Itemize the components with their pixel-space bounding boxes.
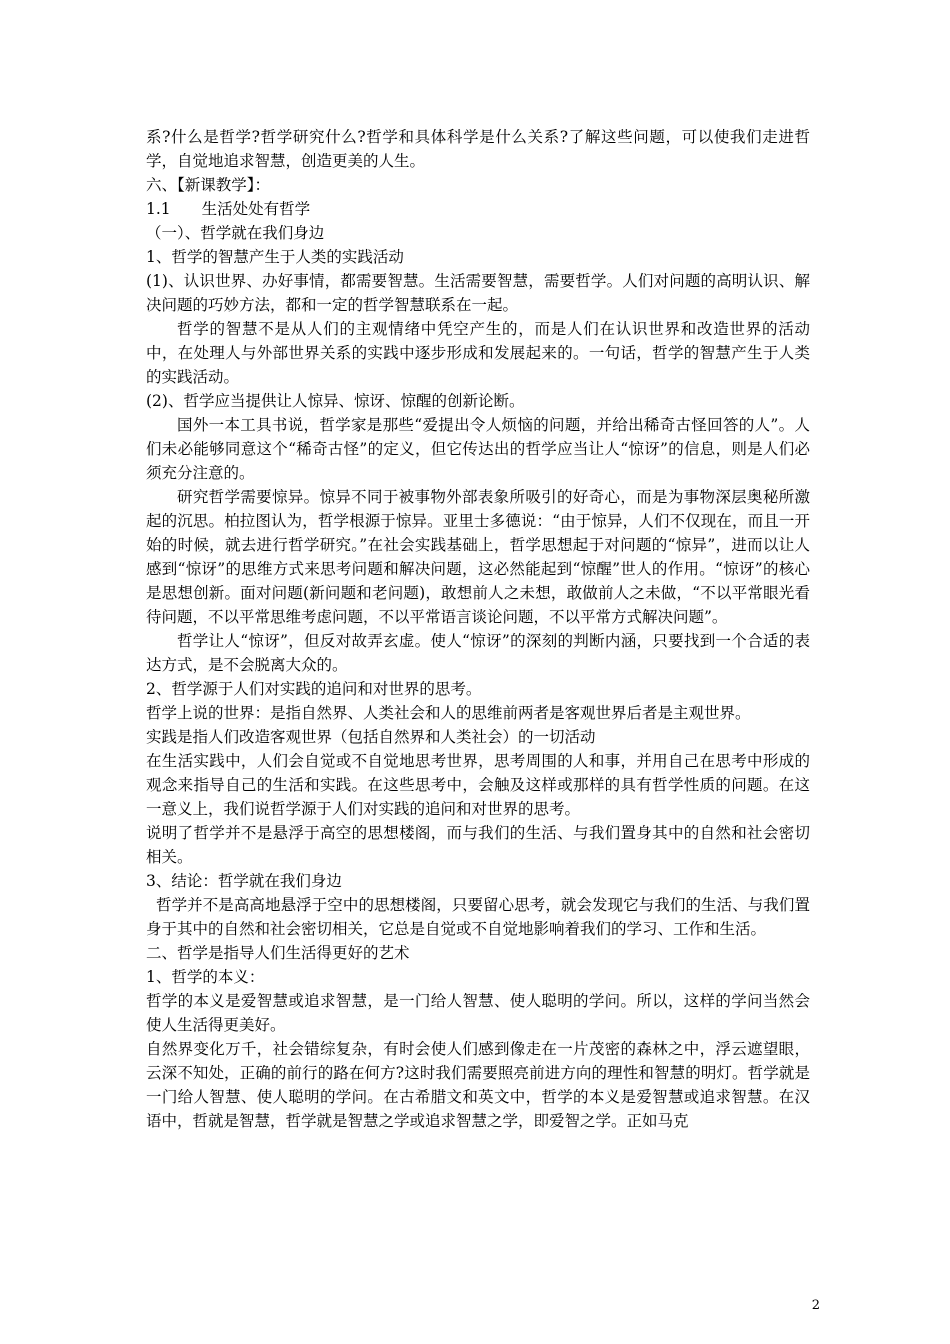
point-heading: 1、哲学的本义：: [146, 968, 265, 986]
paragraph: 系?什么是哲学?哲学研究什么?哲学和具体科学是什么关系?了解这些问题，可以使我们走进哲学，自觉地追求智慧，创造更美的人生。: [146, 128, 810, 170]
subsection-heading: （一）、哲学就在我们身边: [146, 224, 325, 242]
paragraph: 自然界变化万千，社会错综复杂，有时会使人们感到像走在一片茂密的森林之中，浮云遮望眼，云深不知处，正确的前行的路在何方?这时我们需要照亮前进方向的理性和智慧的明灯。哲学就是一门给人智慧、使人聪明的学问。在古希腊文和英文中，哲学的本义是爱智慧或追求智慧。在汉语中，哲就是智慧，哲学就是智慧之学或追求智慧之学，即爱智之学。正如马克: [146, 1040, 810, 1130]
section-heading: 二、哲学是指导人们生活得更好的艺术: [146, 944, 410, 962]
paragraph: 哲学让人“惊讶”，但反对故弄玄虚。使人“惊讶”的深刻的判断内涵，只要找到一个合适的表达方式，是不会脱离大众的。: [146, 632, 810, 674]
point-heading: 3、结论：哲学就在我们身边: [146, 872, 342, 890]
paragraph: 国外一本工具书说，哲学家是那些“爱提出令人烦恼的问题，并给出稀奇古怪回答的人”。人们未必能够同意这个“稀奇古怪”的定义，但它传达出的哲学应当让人“惊讶”的信息，则是人们必须充分注意的。: [146, 416, 810, 482]
paragraph: 哲学的本义是爱智慧或追求智慧，是一门给人智慧、使人聪明的学问。所以，这样的学问当然会使人生活得更美好。: [146, 992, 810, 1034]
paragraph: 在生活实践中，人们会自觉或不自觉地思考世界，思考周围的人和事，并用自己在思考中形成的观念来指导自己的生活和实践。在这些思考中，会触及这样或那样的具有哲学性质的问题。在这一意义上，我们说哲学源于人们对实践的追问和对世界的思考。: [146, 752, 810, 818]
document-body: [146, 125, 810, 1133]
point-heading: 1、哲学的智慧产生于人类的实践活动: [146, 248, 404, 266]
paragraph: 哲学的智慧不是从人们的主观情绪中凭空产生的，而是人们在认识世界和改造世界的活动中，在处理人与外部世界关系的实践中逐步形成和发展起来的。一句话，哲学的智慧产生于人类的实践活动。: [146, 320, 810, 386]
section-heading: 六、【新课教学】：: [146, 176, 271, 194]
paragraph: 哲学上说的世界：是指自然界、人类社会和人的思维前两者是客观世界后者是主观世界。: [146, 704, 751, 722]
paragraph: (2)、哲学应当提供让人惊异、惊讶、惊醒的创新论断。: [146, 392, 525, 410]
paragraph: 说明了哲学并不是悬浮于高空的思想楼阁，而与我们的生活、与我们置身其中的自然和社会密切相关。: [146, 824, 810, 866]
paragraph: (1)、认识世界、办好事情，都需要智慧。生活需要智慧，需要哲学。人们对问题的高明认识、解决问题的巧妙方法，都和一定的哲学智慧联系在一起。: [146, 272, 810, 314]
page-number: 2: [811, 1298, 820, 1313]
paragraph: 实践是指人们改造客观世界（包括自然界和人类社会）的一切活动: [146, 728, 596, 746]
paragraph: 研究哲学需要惊异。惊异不同于被事物外部表象所吸引的好奇心，而是为事物深层奥秘所激起的沉思。柏拉图认为，哲学根源于惊异。亚里士多德说：“由于惊异，人们不仅现在，而且一开始的时候，就去进行哲学研究。”在社会实践基础上，哲学思想起于对问题的“惊异”，进而以让人感到“惊讶”的思维方式来思考问题和解决问题，这必然能起到“惊醒”世人的作用。“惊讶”的核心是思想创新。面对问题(新问题和老问题)，敢想前人之未想，敢做前人之未做，“不以平常眼光看待问题，不以平常思维考虑问题，不以平常语言谈论问题，不以平常方式解决问题”。: [146, 488, 810, 626]
paragraph: 哲学并不是高高地悬浮于空中的思想楼阁，只要留心思考，就会发现它与我们的生活、与我们置身于其中的自然和社会密切相关，它总是自觉或不自觉地影响着我们的学习、工作和生活。: [146, 896, 810, 938]
lesson-heading: 1.1 生活处处有哲学: [146, 200, 311, 218]
point-heading: 2、哲学源于人们对实践的追问和对世界的思考。: [146, 680, 482, 698]
